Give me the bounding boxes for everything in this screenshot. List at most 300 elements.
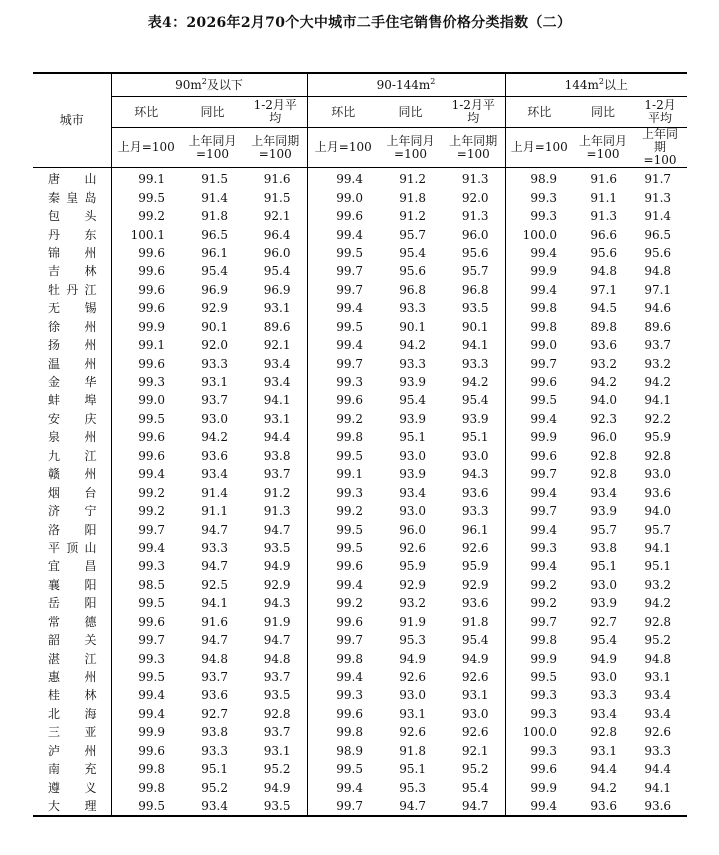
table-row <box>33 520 687 538</box>
index-value: 92.6 <box>461 670 489 685</box>
base-period-header: 上年同期=100 <box>633 128 687 168</box>
index-value: 93.3 <box>461 504 489 519</box>
index-value: 99.2 <box>307 502 379 520</box>
column-header: 同比 <box>379 97 442 128</box>
index-value: 99.5 <box>111 410 181 428</box>
group-header-medium: $90-144m^2$ <box>307 73 505 97</box>
index-value: 94.7 <box>201 559 228 574</box>
index-value: 94.1 <box>263 393 291 408</box>
index-value: 89.6 <box>644 319 672 334</box>
index-value: 97.1 <box>644 282 672 297</box>
index-value: 93.4 <box>399 485 426 500</box>
index-value: 89.8 <box>590 319 618 334</box>
index-value: 99.9 <box>505 428 573 446</box>
index-value: 93.6 <box>633 797 687 816</box>
index-value: 93.6 <box>201 688 228 703</box>
index-value: 99.2 <box>505 594 573 612</box>
column-header: 环比 <box>111 97 181 128</box>
index-value: 94.7 <box>263 633 291 648</box>
index-value: 93.0 <box>201 411 228 426</box>
index-value: 99.4 <box>307 336 379 354</box>
index-value: 99.4 <box>505 557 573 575</box>
column-header: 1-2月平均 <box>442 97 505 128</box>
index-value: 93.5 <box>461 301 489 316</box>
index-value: 92.6 <box>461 540 489 555</box>
index-value: 99.5 <box>505 668 573 686</box>
index-value: 95.1 <box>399 762 426 777</box>
base-period-header: 上月=100 <box>307 128 379 168</box>
index-value: 95.1 <box>590 559 618 574</box>
index-value: 99.9 <box>111 723 181 741</box>
table-row <box>33 668 687 686</box>
city-name: 宜 昌 <box>48 559 97 574</box>
index-value: 93.7 <box>263 467 291 482</box>
city-name: 秦 皇 岛 <box>48 190 97 205</box>
index-value: 93.7 <box>263 670 291 685</box>
table-row <box>33 188 687 206</box>
table-row <box>33 410 687 428</box>
city-name: 丹 东 <box>48 227 97 242</box>
index-value: 93.8 <box>263 448 291 463</box>
index-value: 93.0 <box>399 504 426 519</box>
index-value: 93.8 <box>201 725 228 740</box>
table-row <box>33 557 687 575</box>
index-value: 99.8 <box>505 631 573 649</box>
index-value: 99.8 <box>307 428 379 446</box>
city-name: 蚌 埠 <box>48 393 97 408</box>
index-value: 93.7 <box>644 338 672 353</box>
index-value: 94.2 <box>644 375 672 390</box>
index-value: 93.9 <box>399 375 426 390</box>
column-header: 环比 <box>505 97 573 128</box>
index-value: 93.1 <box>399 706 426 721</box>
index-value: 99.5 <box>505 391 573 409</box>
index-value: 99.7 <box>111 520 181 538</box>
index-value: 91.3 <box>263 504 291 519</box>
city-name: 安 庆 <box>48 411 97 426</box>
index-value: 94.1 <box>644 393 672 408</box>
index-value: 91.6 <box>263 172 291 187</box>
index-value: 99.5 <box>307 318 379 336</box>
index-value: 99.4 <box>307 168 379 189</box>
city-name: 扬 州 <box>48 338 97 353</box>
index-value: 94.8 <box>644 264 672 279</box>
index-value: 94.2 <box>399 338 426 353</box>
index-value: 93.6 <box>201 448 228 463</box>
table-row <box>33 168 687 189</box>
table-body <box>33 168 687 817</box>
index-value: 94.8 <box>263 651 291 666</box>
group-header-large: $144m^2$以上 <box>505 73 687 97</box>
table-row <box>33 502 687 520</box>
index-value: 98.9 <box>505 168 573 189</box>
index-value: 99.0 <box>505 336 573 354</box>
group-header-small: $90m^2$及以下 <box>111 73 307 97</box>
index-value: 99.2 <box>307 410 379 428</box>
index-value: 90.1 <box>461 319 489 334</box>
index-value: 95.7 <box>461 264 489 279</box>
index-value: 92.2 <box>644 411 672 426</box>
index-value: 94.1 <box>461 338 489 353</box>
index-value: 92.6 <box>644 725 672 740</box>
index-value: 96.0 <box>263 245 291 260</box>
index-value: 94.4 <box>644 762 672 777</box>
index-value: 94.7 <box>263 522 291 537</box>
city-name: 牡 丹 江 <box>48 282 97 297</box>
index-value: 99.4 <box>307 668 379 686</box>
index-value: 92.6 <box>399 540 426 555</box>
index-value: 96.1 <box>201 245 228 260</box>
index-value: 93.3 <box>201 743 228 758</box>
index-value: 99.3 <box>111 373 181 391</box>
base-period-header: 上年同月=100 <box>379 128 442 168</box>
index-value: 99.7 <box>111 631 181 649</box>
city-name: 洛 阳 <box>48 522 97 537</box>
table-title: 表4：2026年2月70个大中城市二手住宅销售价格分类指数（二） <box>147 15 572 31</box>
index-value: 91.4 <box>201 485 228 500</box>
index-value: 92.9 <box>399 577 426 592</box>
city-name: 北 海 <box>48 706 97 721</box>
index-value: 93.0 <box>461 448 489 463</box>
index-value: 99.8 <box>505 318 573 336</box>
index-value: 91.3 <box>644 190 672 205</box>
index-value: 99.3 <box>505 742 573 760</box>
index-value: 99.5 <box>111 594 181 612</box>
index-value: 94.8 <box>644 651 672 666</box>
index-value: 94.8 <box>201 651 228 666</box>
index-value: 93.3 <box>590 688 618 703</box>
index-value: 99.6 <box>307 391 379 409</box>
index-value: 95.2 <box>644 633 672 648</box>
base-period-header: 上年同月=100 <box>181 128 244 168</box>
table-row <box>33 723 687 741</box>
table-row <box>33 207 687 225</box>
index-value: 95.3 <box>399 633 426 648</box>
index-value: 91.5 <box>263 190 291 205</box>
index-value: 95.4 <box>399 393 426 408</box>
city-name: 无 锡 <box>48 301 97 316</box>
index-value: 99.1 <box>307 465 379 483</box>
index-value: 99.7 <box>505 354 573 372</box>
city-name: 九 江 <box>48 448 97 463</box>
index-value: 99.9 <box>111 318 181 336</box>
index-value: 93.3 <box>201 356 228 371</box>
index-value: 94.4 <box>590 762 618 777</box>
table-row <box>33 244 687 262</box>
index-value: 94.3 <box>461 467 489 482</box>
city-name: 岳 阳 <box>48 596 97 611</box>
index-value: 94.2 <box>590 780 618 795</box>
index-value: 91.4 <box>201 190 228 205</box>
index-value: 93.2 <box>644 577 672 592</box>
base-period-header: 上年同月=100 <box>573 128 633 168</box>
index-value: 91.3 <box>590 209 618 224</box>
city-name: 温 州 <box>48 356 97 371</box>
index-value: 91.6 <box>590 172 618 187</box>
index-value: 90.1 <box>201 319 228 334</box>
index-value: 94.9 <box>263 780 291 795</box>
table-row <box>33 299 687 317</box>
index-value: 95.4 <box>461 633 489 648</box>
index-value: 92.8 <box>644 448 672 463</box>
table-row <box>33 354 687 372</box>
index-value: 99.8 <box>307 723 379 741</box>
index-value: 99.5 <box>307 760 379 778</box>
index-value: 99.2 <box>307 594 379 612</box>
index-value: 95.6 <box>644 245 672 260</box>
index-value: 99.4 <box>505 797 573 816</box>
index-value: 99.4 <box>111 686 181 704</box>
index-value: 95.2 <box>263 762 291 777</box>
city-name: 泸 州 <box>48 743 97 758</box>
index-value: 91.8 <box>399 743 426 758</box>
city-name: 三 亚 <box>48 725 97 740</box>
table-row <box>33 760 687 778</box>
index-value: 92.9 <box>201 301 228 316</box>
index-value: 95.9 <box>399 559 426 574</box>
index-value: 93.0 <box>399 448 426 463</box>
index-value: 95.4 <box>201 264 228 279</box>
index-value: 99.3 <box>505 207 573 225</box>
table-row <box>33 705 687 723</box>
index-value: 99.6 <box>111 281 181 299</box>
index-value: 99.4 <box>307 299 379 317</box>
index-value: 93.0 <box>399 688 426 703</box>
index-value: 90.1 <box>399 319 426 334</box>
index-value: 99.8 <box>111 760 181 778</box>
index-value: 99.6 <box>307 613 379 631</box>
index-value: 89.6 <box>263 319 291 334</box>
index-value: 93.4 <box>181 797 244 816</box>
index-value: 99.6 <box>111 447 181 465</box>
city-name: 吉 林 <box>48 264 97 279</box>
index-value: 94.2 <box>590 375 618 390</box>
index-value: 99.2 <box>111 502 181 520</box>
index-value: 94.9 <box>590 651 618 666</box>
index-value: 99.1 <box>111 336 181 354</box>
index-value: 93.4 <box>644 706 672 721</box>
index-value: 94.4 <box>263 430 291 445</box>
index-value: 96.5 <box>644 227 672 242</box>
column-header: 同比 <box>181 97 244 128</box>
index-value: 93.7 <box>201 393 228 408</box>
city-name: 锦 州 <box>48 245 97 260</box>
index-value: 99.6 <box>111 299 181 317</box>
index-value: 95.9 <box>461 559 489 574</box>
table-row <box>33 391 687 409</box>
index-value: 99.7 <box>505 502 573 520</box>
index-value: 91.2 <box>263 485 291 500</box>
index-value: 91.8 <box>201 209 228 224</box>
index-value: 94.7 <box>201 633 228 648</box>
city-name: 襄 阳 <box>48 577 97 592</box>
index-value: 92.9 <box>263 577 291 592</box>
index-value: 95.7 <box>590 522 618 537</box>
index-value: 99.4 <box>307 778 379 796</box>
index-value: 99.4 <box>505 520 573 538</box>
index-value: 95.1 <box>201 762 228 777</box>
index-value: 92.0 <box>201 338 228 353</box>
index-value: 99.5 <box>307 244 379 262</box>
index-value: 96.9 <box>263 282 291 297</box>
index-value: 93.2 <box>644 356 672 371</box>
index-value: 93.6 <box>461 485 489 500</box>
index-value: 93.4 <box>263 375 291 390</box>
index-value: 99.6 <box>111 354 181 372</box>
index-value: 94.1 <box>644 780 672 795</box>
index-value: 93.1 <box>263 743 291 758</box>
index-value: 99.5 <box>111 188 181 206</box>
index-value: 100.1 <box>111 225 181 243</box>
city-name: 赣 州 <box>48 467 97 482</box>
city-name: 韶 关 <box>48 633 97 648</box>
index-value: 91.1 <box>201 504 228 519</box>
index-value: 92.8 <box>590 725 618 740</box>
city-name: 湛 江 <box>48 651 97 666</box>
index-value: 99.8 <box>111 778 181 796</box>
index-value: 99.3 <box>505 705 573 723</box>
index-value: 99.4 <box>307 576 379 594</box>
index-value: 100.0 <box>505 723 573 741</box>
index-value: 93.2 <box>590 356 618 371</box>
index-value: 95.4 <box>590 633 618 648</box>
table-row <box>33 225 687 243</box>
index-value: 99.6 <box>111 742 181 760</box>
index-value: 93.3 <box>644 743 672 758</box>
index-value: 94.2 <box>201 430 228 445</box>
index-value: 99.9 <box>505 649 573 667</box>
index-value: 100.0 <box>505 225 573 243</box>
index-value: 92.7 <box>201 706 228 721</box>
index-value: 93.6 <box>590 338 618 353</box>
index-value: 94.8 <box>590 264 618 279</box>
city-column-header: 城市 <box>33 73 111 168</box>
city-name: 金 华 <box>48 375 97 390</box>
index-value: 99.9 <box>505 262 573 280</box>
index-value: 93.4 <box>263 356 291 371</box>
index-value: 96.8 <box>399 282 426 297</box>
index-value: 95.9 <box>644 430 672 445</box>
index-value: 99.8 <box>505 299 573 317</box>
index-value: 99.7 <box>505 465 573 483</box>
table-row <box>33 631 687 649</box>
index-value: 92.8 <box>263 706 291 721</box>
index-value: 92.5 <box>201 577 228 592</box>
index-value: 99.6 <box>505 760 573 778</box>
index-value: 99.5 <box>307 520 379 538</box>
index-value: 93.3 <box>461 356 489 371</box>
index-value: 91.7 <box>644 172 672 187</box>
index-value: 92.9 <box>461 577 489 592</box>
table-row <box>33 373 687 391</box>
index-value: 91.8 <box>399 190 426 205</box>
index-value: 92.6 <box>399 670 426 685</box>
city-name: 唐 山 <box>48 172 97 187</box>
index-value: 99.0 <box>111 391 181 409</box>
index-value: 93.3 <box>201 540 228 555</box>
index-value: 93.2 <box>399 596 426 611</box>
index-value: 92.3 <box>590 411 618 426</box>
index-value: 99.6 <box>505 373 573 391</box>
index-value: 93.4 <box>590 485 618 500</box>
index-value: 99.7 <box>307 631 379 649</box>
index-value: 99.2 <box>111 207 181 225</box>
index-value: 92.1 <box>263 209 291 224</box>
index-value: 91.3 <box>461 172 489 187</box>
index-value: 95.1 <box>461 430 489 445</box>
index-value: 92.1 <box>461 743 489 758</box>
index-value: 94.7 <box>442 797 505 816</box>
index-value: 99.7 <box>307 262 379 280</box>
index-value: 99.0 <box>307 188 379 206</box>
table-row <box>33 428 687 446</box>
base-period-header: 上年同期=100 <box>244 128 307 168</box>
table-row <box>33 797 687 816</box>
index-value: 99.3 <box>505 188 573 206</box>
index-value: 94.9 <box>461 651 489 666</box>
index-value: 91.8 <box>461 614 489 629</box>
index-value: 93.1 <box>263 301 291 316</box>
index-value: 91.3 <box>461 209 489 224</box>
index-value: 93.4 <box>590 706 618 721</box>
index-value: 99.6 <box>505 447 573 465</box>
index-value: 96.4 <box>263 227 291 242</box>
city-name: 济 宁 <box>48 504 97 519</box>
index-value: 93.4 <box>201 467 228 482</box>
index-value: 95.4 <box>399 245 426 260</box>
index-value: 99.3 <box>111 557 181 575</box>
index-value: 93.3 <box>399 301 426 316</box>
base-period-header: 上月=100 <box>111 128 181 168</box>
index-value: 95.1 <box>644 559 672 574</box>
table-row <box>33 742 687 760</box>
index-value: 99.9 <box>505 778 573 796</box>
index-value: 99.7 <box>307 354 379 372</box>
index-value: 96.9 <box>201 282 228 297</box>
index-value: 91.5 <box>201 172 228 187</box>
index-value: 95.6 <box>590 245 618 260</box>
index-value: 95.4 <box>263 264 291 279</box>
index-value: 93.5 <box>263 540 291 555</box>
index-value: 93.0 <box>590 670 618 685</box>
table-row <box>33 686 687 704</box>
index-value: 99.4 <box>505 483 573 501</box>
index-value: 95.1 <box>399 430 426 445</box>
base-period-header: 上年同期=100 <box>442 128 505 168</box>
city-name: 桂 林 <box>48 688 97 703</box>
city-name: 南 充 <box>48 762 97 777</box>
index-value: 94.9 <box>263 559 291 574</box>
index-value: 94.9 <box>399 651 426 666</box>
index-value: 95.3 <box>399 780 426 795</box>
index-value: 93.9 <box>590 596 618 611</box>
table-row <box>33 613 687 631</box>
column-header: 环比 <box>307 97 379 128</box>
index-value: 92.6 <box>461 725 489 740</box>
index-value: 93.6 <box>461 596 489 611</box>
index-value: 92.8 <box>590 448 618 463</box>
index-value: 99.4 <box>307 225 379 243</box>
table-row <box>33 447 687 465</box>
index-value: 92.7 <box>590 614 618 629</box>
index-value: 93.1 <box>461 688 489 703</box>
table-row <box>33 465 687 483</box>
index-value: 99.6 <box>111 428 181 446</box>
index-value: 96.0 <box>399 522 426 537</box>
city-name: 徐 州 <box>48 319 97 334</box>
index-value: 99.7 <box>505 613 573 631</box>
index-value: 99.3 <box>307 483 379 501</box>
